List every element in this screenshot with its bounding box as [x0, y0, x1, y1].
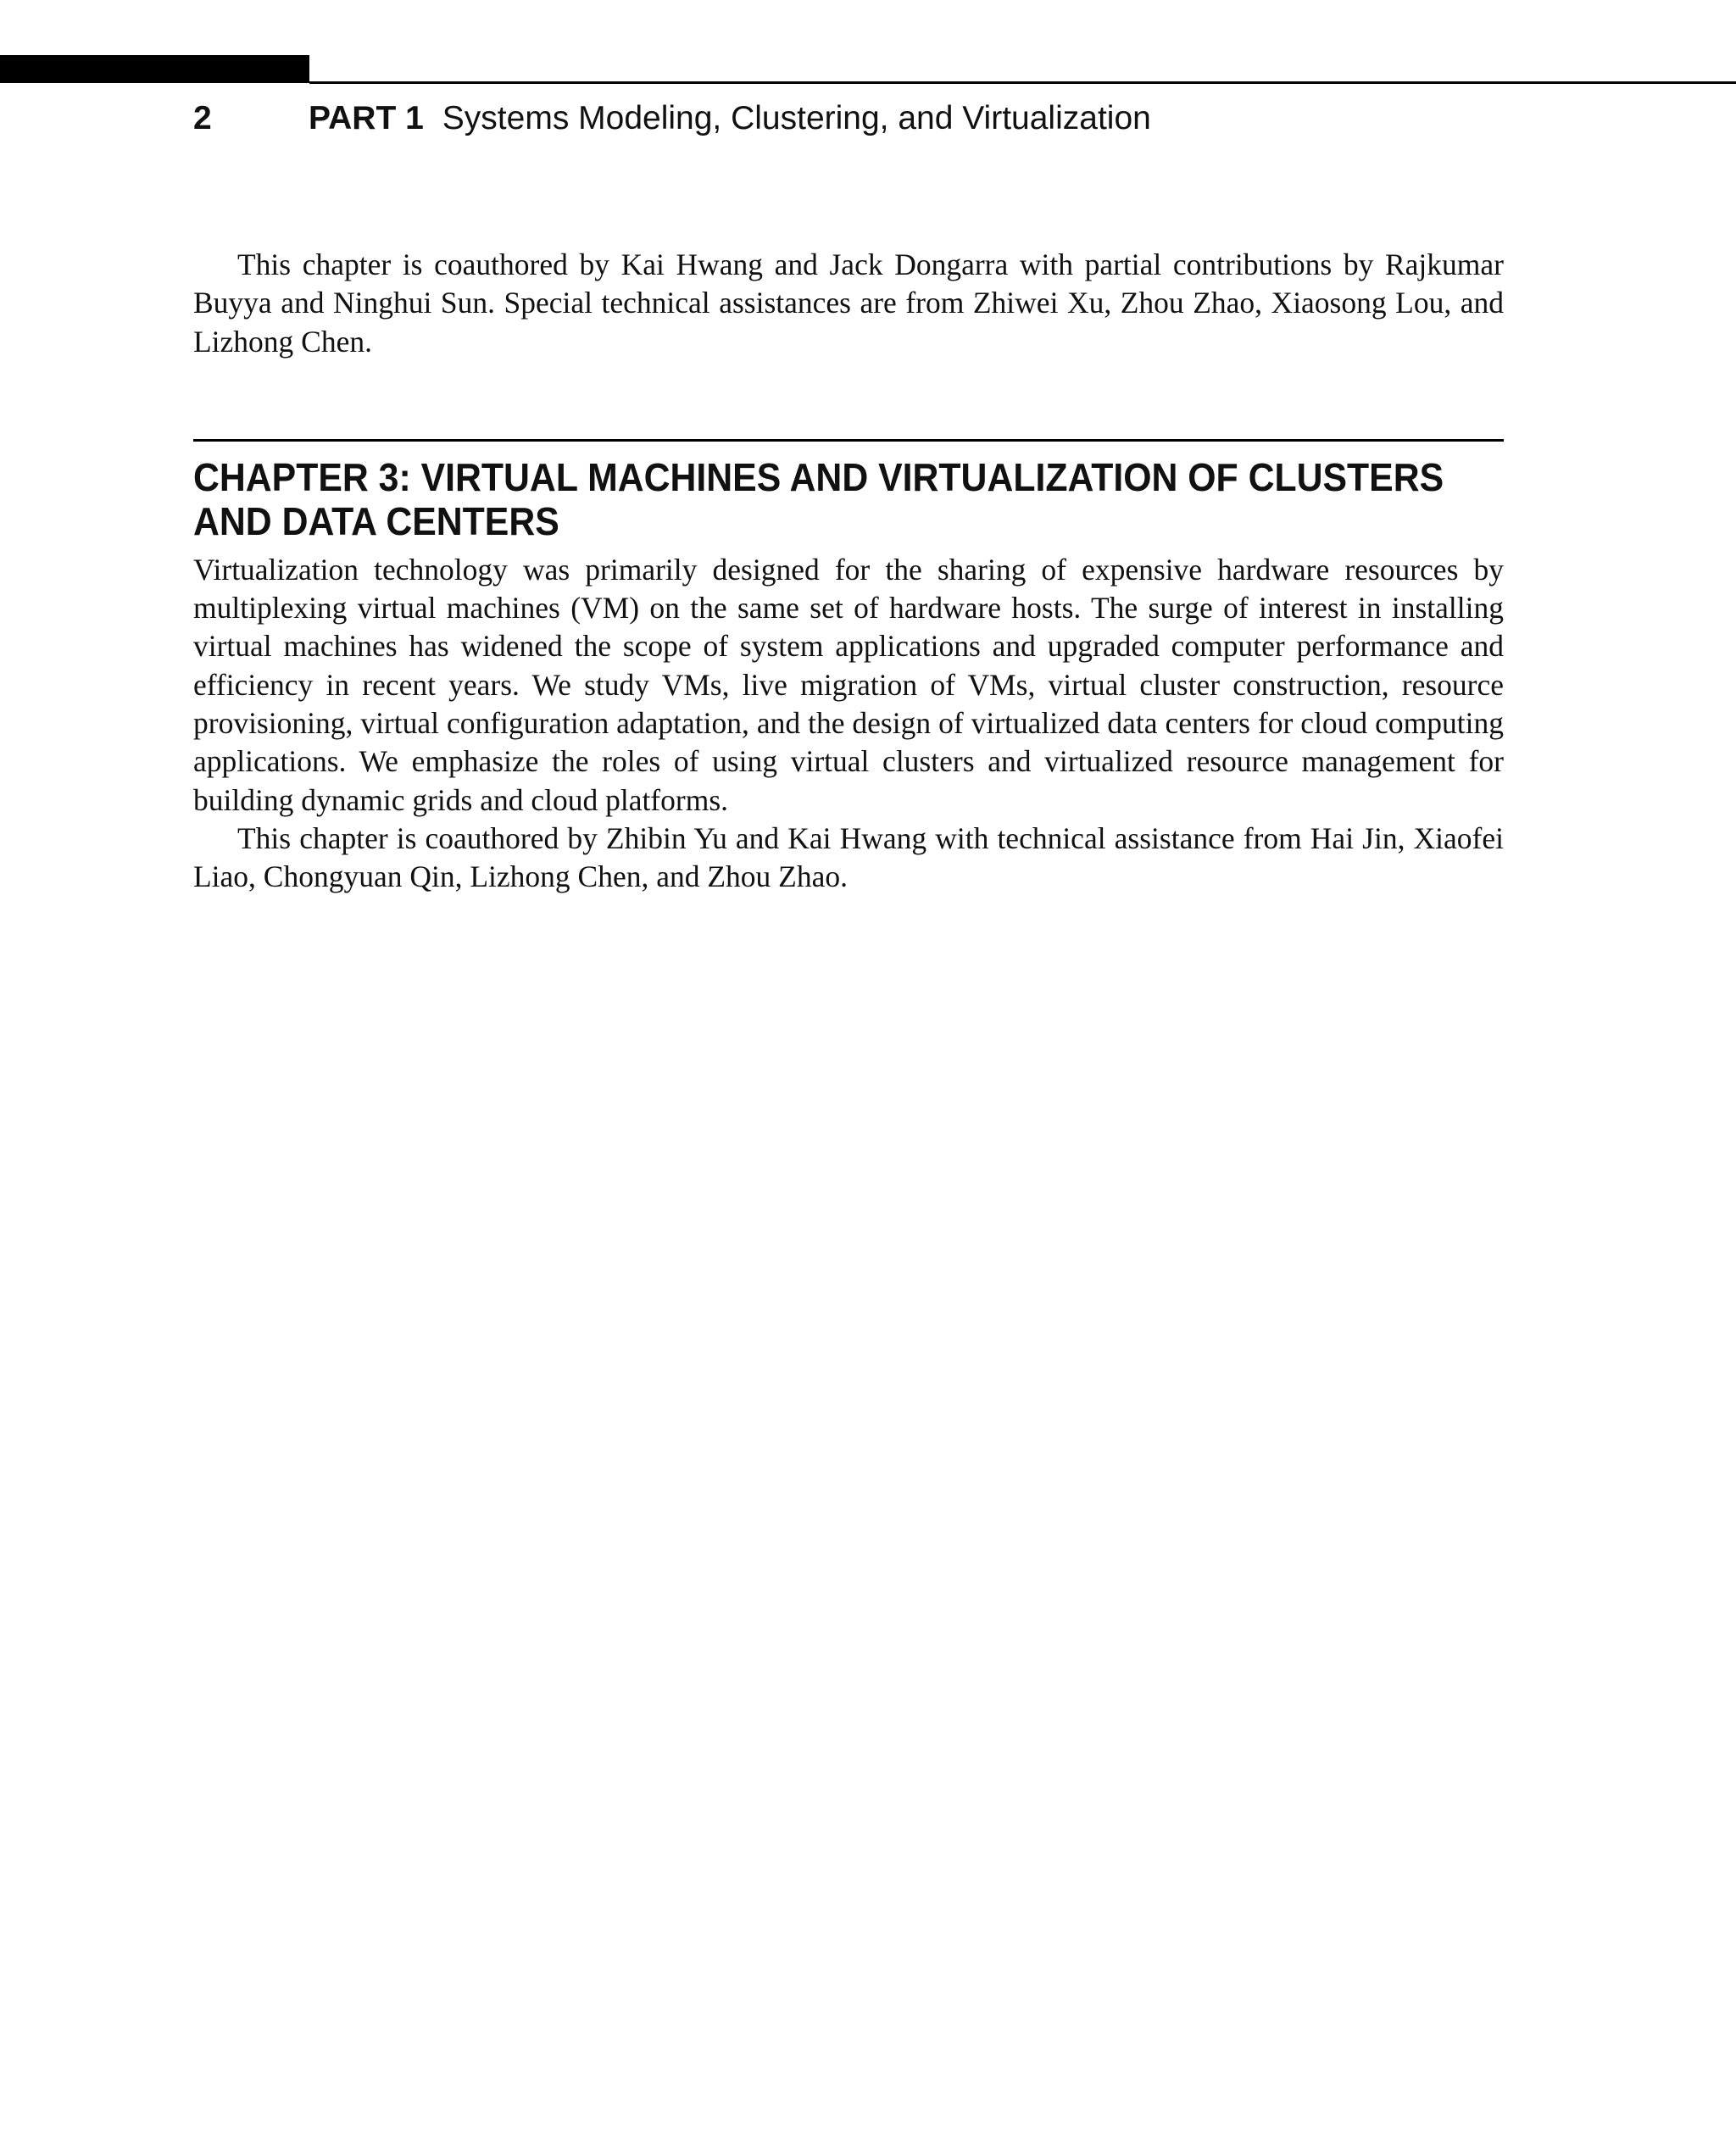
part-title: Systems Modeling, Clustering, and Virtualization	[442, 100, 1151, 136]
page-number: 2	[193, 100, 212, 136]
header-rule	[309, 81, 1736, 84]
header-black-bar	[0, 55, 309, 83]
chapter-heading: CHAPTER 3: VIRTUAL MACHINES AND VIRTUALIZATION OF CLUSTERS AND DATA CENTERS	[193, 454, 1444, 543]
intro-credits-paragraph: This chapter is coauthored by Kai Hwang and Jack Dongarra with partial contributions by Rajkumar Buyya and Ninghui Sun. Special technical assistances are from Zhiwei Xu, Zhou Zhao, Xiaosong Lou, and Lizhong Chen.	[193, 247, 1504, 359]
part-label: PART 1	[309, 100, 424, 136]
running-header	[193, 95, 1151, 142]
chapter-summary-paragraph: Virtualization technology was primarily designed for the sharing of expensive hardware resources by multiplexing virtual machines (VM) on the same set of hardware hosts. The surge of interest in installing virtual machines has widened the scope of system applications and upgraded computer performance and efficiency in recent years. We study VMs, live migration of VMs, virtual cluster construction, resource provisioning, virtual configuration adaptation, and the design of virtualized data centers for cloud computing applications. We emphasize the roles of using virtual clusters and virtualized resource management for building dynamic grids and cloud platforms.	[193, 552, 1504, 817]
chapter-credits-paragraph: This chapter is coauthored by Zhibin Yu and Kai Hwang with technical assistance from Hai Jin, Xiaofei Liao, Chongyuan Qin, Lizhong Chen, and Zhou Zhao.	[193, 820, 1504, 894]
page-content	[193, 246, 1504, 897]
section-divider	[193, 439, 1504, 442]
